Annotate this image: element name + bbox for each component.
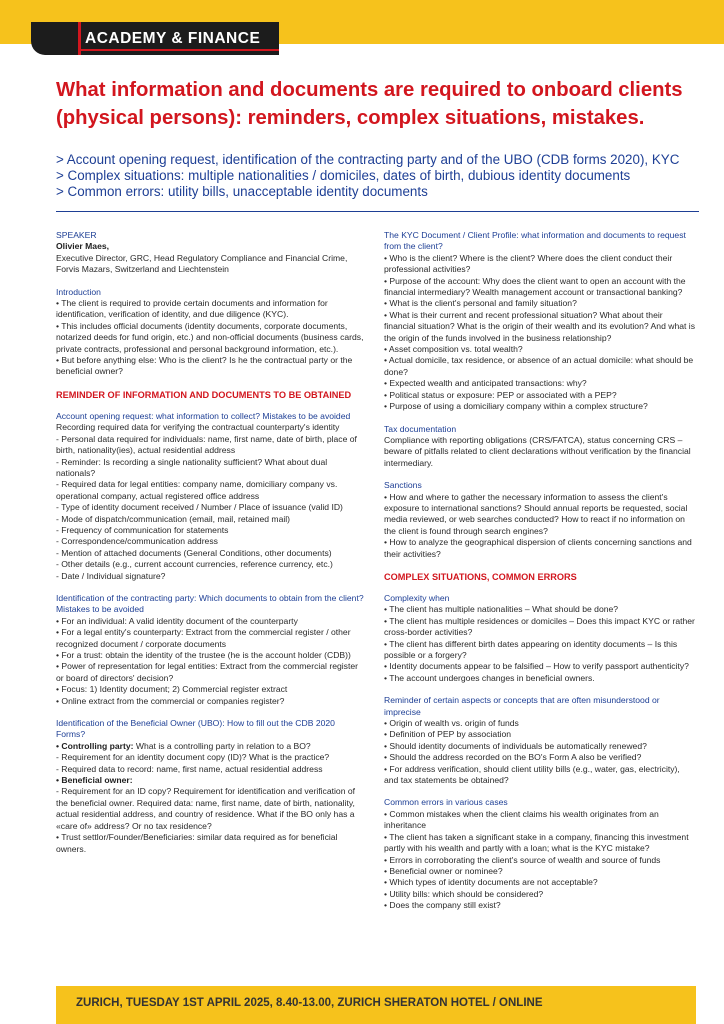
list-item: - Correspondence/communication address bbox=[56, 536, 218, 547]
list-item: • For a trust: obtain the identity of the trustee (he is the account holder (CDB)) bbox=[56, 650, 351, 660]
list-item: • For address verification, should client utility bills (e.g., water, gas, electricity), and tax statements be obtained? bbox=[384, 763, 680, 786]
list-item: • What is the client's personal and family situation? bbox=[384, 298, 577, 309]
list-item: • Identity documents appear to be falsified – How to verify passport authenticity? bbox=[384, 661, 689, 672]
event-details: ZURICH, TUESDAY 1ST APRIL 2025, 8.40-13.00, ZURICH SHERATON HOTEL / ONLINE bbox=[76, 997, 543, 1009]
beneficial-owner-label: • Beneficial owner: bbox=[56, 775, 133, 786]
list-item: • Should the address recorded on the BO's Form A also be verified? bbox=[384, 752, 642, 763]
list-item: • Focus: 1) Identity document; 2) Commercial register extract bbox=[56, 684, 288, 695]
list-item: • The client has multiple residences or domiciles – Does this impact KYC or rather cross-border activities? bbox=[384, 615, 695, 638]
account-opening-heading: Account opening request: what information to collect? Mistakes to be avoided bbox=[56, 410, 351, 421]
complexity-list bbox=[384, 604, 696, 684]
list-item: • The account undergoes changes in beneficial owners. bbox=[384, 672, 595, 683]
list-item: - Required data for legal entities: company name, domiciliary company vs. operational company, actual registered office address bbox=[56, 479, 338, 501]
list-item: • Common mistakes when the client claims his wealth originates from an inheritance bbox=[384, 808, 659, 831]
list-item: • Origin of wealth vs. origin of funds bbox=[384, 718, 519, 729]
list-item: • Expected wealth and anticipated transactions: why? bbox=[384, 378, 587, 389]
list-item: • The client is required to provide certain documents and information for identification, verification of identity, and due diligence (KYC). bbox=[56, 298, 328, 320]
list-item: • For an individual: A valid identity document of the counterparty bbox=[56, 615, 298, 626]
list-item: - Requirement for an identity document copy (ID)? What is the practice? bbox=[56, 752, 330, 763]
list-item: • How and where to gather the necessary information to assess the client's exposure to international sanctions? Should annual reports be requested, social media reviewed, or web searches conducted? How to react if no information on the client is found through search engines? bbox=[384, 491, 688, 536]
sanctions-heading: Sanctions bbox=[384, 480, 422, 491]
identification-list bbox=[56, 616, 366, 707]
subtitle-line: > Complex situations: multiple nationalities / domiciles, dates of birth, dubious identity documents bbox=[56, 168, 631, 184]
divider bbox=[56, 211, 699, 212]
intro-list bbox=[56, 298, 366, 378]
logo-underline bbox=[78, 49, 279, 51]
complexity-heading: Complexity when bbox=[384, 592, 450, 603]
reminder-section-heading: REMINDER OF INFORMATION AND DOCUMENTS TO BE OBTAINED bbox=[56, 389, 352, 400]
list-item: Recording required data for verifying the contractual counterparty's identity bbox=[56, 422, 340, 433]
speaker-name: Olivier Maes, bbox=[56, 241, 110, 252]
list-item: • Beneficial owner or nominee? bbox=[384, 865, 503, 876]
list-item: • The client has taken a significant stake in a company, financing this investment partly with his wealth and partly with a loan; what is the KYC mistake? bbox=[384, 831, 689, 854]
account-opening-list bbox=[56, 422, 366, 582]
list-item: Compliance with reporting obligations (CRS/FATCA), status concerning CRS – beware of pitfalls related to client declarations without verification by the financial intermediary. bbox=[384, 434, 691, 468]
list-item: • But before anything else: Who is the client? Is he the contractual party or the beneficial owner? bbox=[56, 355, 353, 377]
kyc-list bbox=[384, 253, 696, 413]
list-item: • Online extract from the commercial or companies register? bbox=[56, 695, 285, 706]
list-item: - Other details (e.g., current account currencies, reference currency, etc.) bbox=[56, 559, 333, 570]
list-item: • Trust settlor/Founder/Beneficiaries: similar data required as for beneficial owners. bbox=[56, 832, 338, 854]
controlling-party-text: What is a controlling party in relation to a BO? bbox=[133, 740, 311, 751]
list-item: • Power of representation for legal entities: Extract from the commercial register or board of directors' decision? bbox=[56, 661, 359, 683]
subtitle-line: > Account opening request, identification of the contracting party and of the UBO (CDB forms 2020), KYC bbox=[56, 152, 680, 167]
logo-text: ACADEMY & FINANCE bbox=[78, 22, 279, 55]
common-errors-list bbox=[384, 809, 696, 912]
list-item: - Requirement for an ID copy? Requirement for identification and verification of the beneficial owner. Required data: name, first name, date of birth, nationality, actual residential address, and country of residence. What if the BO only has a «care of» address? Or no tax residence? bbox=[56, 786, 356, 831]
reminder-concepts-heading: Reminder of certain aspects or concepts that are often misunderstood or imprecise bbox=[384, 695, 660, 717]
list-item: - Reminder: Is recording a single nationality sufficient? What about dual nationals? bbox=[56, 456, 328, 478]
list-item: • The client has different birth dates appearing on identity documents – Is this possible or a forgery? bbox=[384, 638, 678, 660]
intro-heading: Introduction bbox=[56, 286, 101, 297]
list-item: • Purpose of using a domiciliary company within a complex structure? bbox=[384, 401, 648, 412]
list-item: • Should identity documents of individuals be automatically renewed? bbox=[384, 740, 647, 751]
list-item: • Asset composition vs. total wealth? bbox=[384, 344, 523, 355]
complex-section-heading: COMPLEX SITUATIONS, COMMON ERRORS bbox=[384, 571, 577, 582]
identification-heading: Identification of the contracting party: Which documents to obtain from the client? Mistakes to be avoided bbox=[56, 592, 364, 615]
right-column bbox=[384, 230, 696, 912]
list-item: - Type of identity document received / Number / Place of issuance (valid ID) bbox=[56, 502, 343, 513]
ubo-list-1 bbox=[56, 752, 366, 775]
controlling-party-line bbox=[56, 741, 366, 752]
list-item: - Mention of attached documents (General Conditions, other documents) bbox=[56, 547, 332, 558]
page-title: What information and documents are required to onboard clients (physical persons): reminders, complex situations, mistakes. bbox=[56, 79, 683, 129]
common-errors-heading: Common errors in various cases bbox=[384, 797, 508, 808]
list-item: - Personal data required for individuals: name, first name, date of birth, place of birth, nationality(ies), actual residential address bbox=[56, 433, 357, 456]
list-item: • Purpose of the account: Why does the client want to open an account with the financial intermediary? Wealth management account or transactional banking? bbox=[384, 275, 686, 298]
sanctions-list bbox=[384, 492, 696, 560]
list-item: • Errors in corroborating the client's source of wealth and source of funds bbox=[384, 854, 661, 865]
speaker-role: Executive Director, GRC, Head Regulatory Compliance and Financial Crime, Forvis Mazars, Switzerland and Liechtenstein bbox=[56, 252, 348, 275]
subtitle-list bbox=[56, 152, 706, 201]
tax-heading: Tax documentation bbox=[384, 423, 457, 434]
controlling-party-label: • Controlling party: bbox=[56, 740, 134, 751]
list-item: - Frequency of communication for statements bbox=[56, 524, 229, 535]
list-item: - Required data to record: name, first name, actual residential address bbox=[56, 763, 323, 774]
list-item: • Definition of PEP by association bbox=[384, 729, 512, 740]
speaker-label: SPEAKER bbox=[56, 230, 97, 240]
list-item: • Who is the client? Where is the client? Where does the client conduct their professional activities? bbox=[384, 252, 673, 275]
left-column bbox=[56, 230, 366, 855]
list-item: - Date / Individual signature? bbox=[56, 570, 166, 581]
list-item: • Political status or exposure: PEP or associated with a PEP? bbox=[384, 389, 617, 400]
footer-banner bbox=[56, 986, 696, 1024]
kyc-heading: The KYC Document / Client Profile: what information and documents to request from the client? bbox=[384, 230, 686, 252]
list-item: • Actual domicile, tax residence, or absence of an actual domicile: what should be done? bbox=[384, 355, 694, 377]
subtitle-line: > Common errors: utility bills, unacceptable identity documents bbox=[56, 184, 428, 200]
list-item: • Does the company still exist? bbox=[384, 900, 501, 911]
ubo-heading: Identification of the Beneficial Owner (UBO): How to fill out the CDB 2020 Forms? bbox=[56, 718, 335, 740]
list-item: • Which types of identity documents are not acceptable? bbox=[384, 877, 598, 888]
list-item: - Mode of dispatch/communication (email, mail, retained mail) bbox=[56, 513, 291, 524]
list-item: • Utility bills: which should be considered? bbox=[384, 888, 544, 899]
list-item: • For a legal entity's counterparty: Extract from the commercial register / other recognized document / corporate documents bbox=[56, 627, 351, 649]
list-item: • What is their current and recent professional situation? What about their financial situation? What is the origin of their wealth and its evolution? And what is the origin of the funds involved in the business relationship? bbox=[384, 309, 695, 343]
list-item: • This includes official documents (identity documents, corporate documents, notarized deeds for fund origin, etc.) and non-official documents (business cards, private contracts, professional and personal background information, etc.). bbox=[56, 320, 364, 354]
ubo-list-2 bbox=[56, 786, 366, 854]
tax-list bbox=[384, 435, 696, 469]
reminder-concepts-list bbox=[384, 718, 696, 786]
list-item: • The client has multiple nationalities – What should be done? bbox=[384, 604, 619, 615]
list-item: • How to analyze the geographical dispersion of clients concerning sanctions and their activities? bbox=[384, 537, 692, 559]
